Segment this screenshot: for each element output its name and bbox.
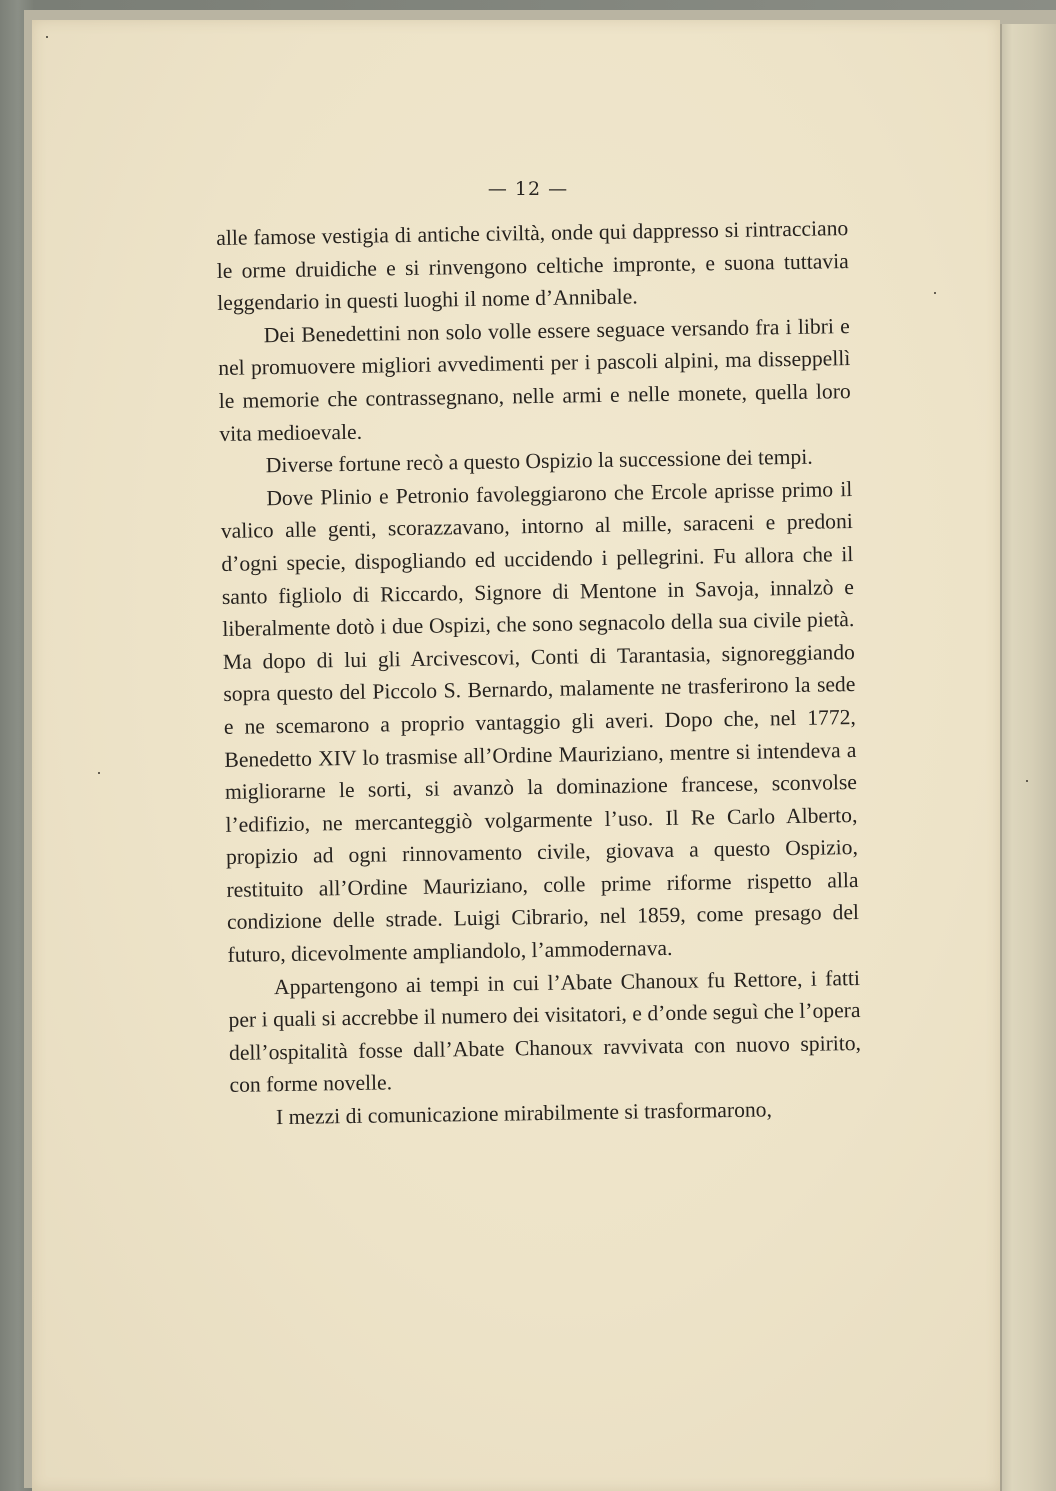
paper-speck	[1026, 780, 1028, 782]
paragraph: Dove Plinio e Petronio favoleggiarono che Ercole aprisse primo il valico alle genti, scorazzavano, intorno al mille, saraceni e predoni d’ogni specie, dispogliando ed uccidendo i pellegrini. Fu allora che il santo figliolo di Riccardo, Signore di Mentone in Savoja, innalzò e liberalmente dotò i due Ospizi, che sono segnacolo della sua civile pietà. Ma dopo di lui gli Arcivescovi, Conti di Tarantasia, signoreggiando sopra questo del Piccolo S. Bernardo, malamente ne trasferirono la sede e ne scemarono a proprio vantaggio gli averi. Dopo che, nel 1772, Benedetto XIV lo trasmise all’Ordine Mauriziano, mentre si intendeva a migliorarne le sorti, si avanzò la dominazione francese, sconvolse l’edifizio, ne mercanteggiò volgarmente l’uso. Il Re Carlo Alberto, propizio ad ogni rinnovamento civile, giovava a questo Ospizio, restituito all’Ordine Mauriziano, colle prime riforme rispetto alla condizione delle strade. Luigi Cibrario, nel 1859, come presago del futuro, dicevolmente ampliandolo, l’ammodernava.	[220, 476, 860, 967]
page-number: — 12 —	[487, 178, 569, 200]
paragraph: alle famose vestigia di antiche civiltà, onde qui dappresso si rintracciano le orme druidiche e si rinvengono celtiche impronte, e suona tuttavia leggendario in questi luoghi il nome d’Annibale.	[216, 216, 849, 316]
paragraph: Diverse fortune recò a questo Ospizio la successione dei tempi.	[265, 444, 813, 478]
paragraph: Appartengono ai tempi in cui l’Abate Chanoux fu Rettore, i fatti per i quali si accrebbe il numero dei visitatori, e d’onde seguì che l’opera dell’ospitalità fosse dall’Abate Chanoux ravvivata con nuovo spirito, con forme novelle.	[228, 965, 862, 1098]
paper-speck	[98, 772, 100, 774]
paragraph: Dei Benedettini non solo volle essere seguace versando fra i libri e nel promuovere migliori avvedimenti per i pascoli alpini, ma disseppellì le memorie che contrassegnano, nelle armi e nelle monete, quella loro vita medioevale.	[218, 313, 851, 446]
paper-speck	[934, 292, 936, 294]
paper-speck	[46, 36, 48, 38]
paragraph: I mezzi di comunicazione mirabilmente si trasformarono,	[275, 1097, 773, 1130]
binding-edge	[1000, 24, 1056, 1491]
body-text	[216, 212, 862, 1134]
